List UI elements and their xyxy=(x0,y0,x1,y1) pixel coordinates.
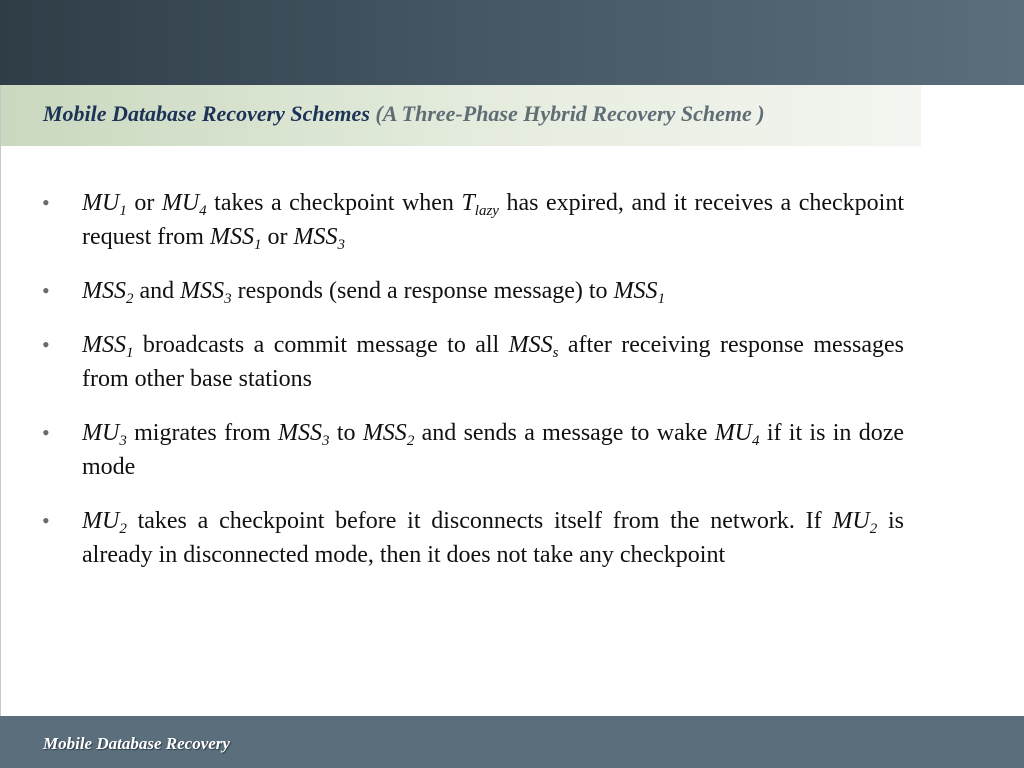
term: MU xyxy=(832,508,870,534)
bullet-item xyxy=(42,274,904,308)
term: MSS xyxy=(613,278,658,304)
slide-title-main: Mobile Database Recovery Schemes xyxy=(43,101,370,126)
term: MSS xyxy=(508,332,553,358)
bullet-item xyxy=(42,416,904,484)
term: MSS xyxy=(82,332,126,358)
term: MSS xyxy=(362,420,407,446)
term: MU xyxy=(161,190,200,216)
bullet-dot-icon: • xyxy=(42,420,50,445)
subscript: 4 xyxy=(199,203,207,219)
bullet-dot-icon: • xyxy=(42,278,50,303)
footer-title: Mobile Database Recovery xyxy=(43,734,230,753)
text-run: or xyxy=(261,224,294,250)
bullet-dot-icon: • xyxy=(42,508,50,533)
bullet-item xyxy=(42,186,904,254)
text-run: has expired, and it receives a checkpoint request from xyxy=(82,190,905,250)
subscript: 2 xyxy=(406,433,415,449)
term: MU xyxy=(82,190,120,216)
subscript: 4 xyxy=(752,433,760,449)
subscript: 1 xyxy=(253,237,262,253)
term: MU xyxy=(82,420,120,446)
subscript: 3 xyxy=(337,237,345,253)
subscript: lazy xyxy=(474,203,499,219)
text-run: to xyxy=(329,420,363,446)
bullet-list xyxy=(42,186,904,592)
term: MU xyxy=(82,508,120,534)
subscript: 2 xyxy=(869,521,878,537)
subscript: 1 xyxy=(126,345,134,361)
subscript: 2 xyxy=(119,521,127,537)
bullet-item xyxy=(42,328,904,396)
subscript: 3 xyxy=(119,433,127,449)
term: MSS xyxy=(278,420,323,446)
subscript: s xyxy=(552,345,559,361)
slide-title xyxy=(43,101,765,127)
bullet-dot-icon: • xyxy=(42,332,50,357)
term: MSS xyxy=(209,224,254,250)
text-run: if it is in doze mode xyxy=(82,420,905,480)
text-run: and xyxy=(133,278,181,304)
term: MSS xyxy=(293,224,338,250)
text-run: responds (send a response message) to xyxy=(231,278,614,304)
term: MU xyxy=(714,420,753,446)
subscript: 3 xyxy=(224,291,232,307)
text-run: broadcasts a commit message to all xyxy=(133,332,509,358)
subscript: 3 xyxy=(322,433,330,449)
bullet-item xyxy=(42,504,904,572)
slide-frame-line xyxy=(0,85,1,716)
text-run: is already in disconnected mode, then it does not take any checkpoint xyxy=(82,508,904,568)
term: T xyxy=(461,190,475,216)
text-run: takes a checkpoint when xyxy=(206,190,462,216)
bullet-dot-icon: • xyxy=(42,190,50,215)
text-run: takes a checkpoint before it disconnects itself from the network. If xyxy=(126,508,833,534)
term: MSS xyxy=(82,278,126,304)
header-band xyxy=(0,0,1024,85)
term: MSS xyxy=(180,278,225,304)
text-run: after receiving response messages from other base stations xyxy=(82,332,905,392)
slide-title-subtitle: (A Three-Phase Hybrid Recovery Scheme ) xyxy=(375,101,765,126)
text-run: or xyxy=(126,190,162,216)
subscript: 2 xyxy=(126,291,134,307)
text-run: and sends a message to wake xyxy=(414,420,715,446)
text-run: migrates from xyxy=(126,420,279,446)
subscript: 1 xyxy=(119,203,127,219)
subscript: 1 xyxy=(657,291,666,307)
